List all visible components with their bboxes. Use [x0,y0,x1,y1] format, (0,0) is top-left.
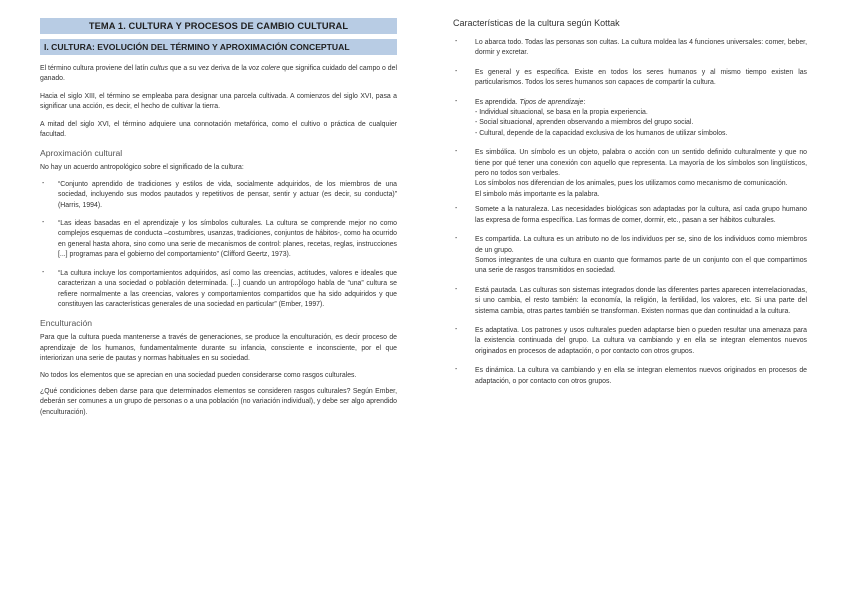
bullet-dash: - [455,97,458,105]
bullet-dash: - [455,235,458,243]
list-item-text: Está pautada. Las culturas son sistemas integrados donde las diferentes partes aparecen interrelacionadas, si uno cambia, el resto también: la economía, la religión, la fertilidad, los valores, etc. Si una parte del sistema cambia, otras partes también se transforman. Existen normas que dan continuidad a la cultura. [475,286,807,315]
quote-text: “Las ideas basadas en el aprendizaje y los símbolos culturales. La cultura se comprende mejor no como complejos esquemas de conducta –costumbres, usanzas, tradiciones, conjuntos de hábitos-, como ha ocurrido en general hasta ahora, sino como una serie de mecanismos de control: planes, recetas, reglas, instrucciones [...] programas para el gobierno del comportamiento” (Clifford Geertz, 1973). [58,220,397,259]
list-item-text: Los símbolos nos diferencian de los animales, pues los utilizamos como mecanismo de comunicación. [475,180,788,188]
list-item-text: El simbolo más importante es la palabra. [475,190,600,198]
list-item-text: Es adaptativa. Los patrones y usos culturales pueden adaptarse bien o pueden resultar una amenaza para la existencia continuada del grupo. La cultura va cambiando y en ella se integran elementos nuevos originados en procesos de adaptación, o por contacto con otros grupos. [475,326,807,355]
quote-geertz [40,219,397,261]
list-item-general-especifica [453,68,807,89]
paragraph-rasgos: No todos los elementos que se aprecian en una sociedad pueden considerarse como rasgos culturales. [40,371,357,379]
quote-text: “La cultura incluye los comportamientos adquiridos, así como las creencias, actitudes, valores e ideales que caracterizan a una sociedad o población determinada. [...] cuando un antropólogo habla de “una” cultura se refiere normalmente a las creencias, valores y comportamientos compartidos que ha sido adquiridos y que constituyen las características generales de una sociedad en particular” (Ember, 1997). [58,269,397,308]
paragraph-condiciones: ¿Qué condiciones deben darse para que determinados elementos se consideren rasgos culturales? Según Ember, deberán ser comunes a un grupo de personas o a una población (no variación individual), y debe ser algo aprendido (enculturación). [40,387,397,416]
list-item-lo-abarca-todo [453,38,807,59]
list-item-adaptativa [453,326,807,357]
quote-ember [40,269,397,311]
bullet-dash: - [455,38,458,45]
heading-aproximacion: Aproximación cultural [40,148,123,159]
list-item-pautada [453,286,807,317]
list-item-text: Es compartida. La cultura es un atributo no de los individuos per se, sino de los individuos como miembros de un grupo. [475,236,807,254]
paragraph-siglo-xiii: Hacia el siglo XIII, el término se empleaba para designar una parcela cultivada. A comienzos del siglo XVI, pasa a significar una acción, es decir, el hecho de cultivar la tierra. [40,92,397,111]
section-heading: I. CULTURA: EVOLUCIÓN DEL TÉRMINO Y APROXIMACIÓN CONCEPTUAL [40,39,397,55]
list-subitem: - Individual situacional, se basa en la propia experiencia. [475,109,648,117]
bullet-dash: - [455,148,458,156]
list-item-text: Es simbólica. Un símbolo es un objeto, palabra o acción con un sentido definido culturalmente y que no tiene por qué tener una conexión con aquello que representa. La mayoría de los símbolos son lingüísticos, pero no todos son verbales. [475,149,807,178]
bullet-dash: - [455,67,458,75]
left-column [40,18,397,418]
list-item-aprendida [453,98,807,140]
bullet-dash: - [455,205,458,213]
quote-text: “Conjunto aprendido de tradiciones y estilos de vida, socialmente adquiridos, de los miembros de una sociedad, incluyendo sus modos pautados y repetitivos de pensar, sentir y actuar (es decir, su conducta)” (Harris, 1994). [58,180,397,209]
list-item-text: Es dinámica. La cultura va cambiando y en ella se integran elementos nuevos originados en procesos de adaptación, o por contacto con otros grupos. [475,367,807,385]
bullet-dash: - [42,179,45,187]
heading-enculturacion: Enculturación [40,318,93,329]
heading-kottak: Características de la cultura según Kottak [453,18,620,28]
list-item-compartida [453,235,807,277]
list-subitem: - Social situacional, aprenden observando a miembros del grupo social. [475,119,694,127]
paragraph-siglo-xvi: A mitad del siglo XVI, el término adquiere una connotación metafórica, como el cultivo o práctica de cualquier facultad. [40,120,397,139]
list-item-text: Somete a la naturaleza. Las necesidades biológicas son adaptadas por la cultura, así cada grupo humano las expresa de forma específica. Las formas de comer, dormir, etc., pasan a ser hábitos culturales. [475,206,807,224]
list-item-text: Somos integrantes de una cultura en cuanto que formamos parte de un conjunto con el que compartimos una serie de rasgos transmitidos en sociedad. [475,256,807,275]
list-item-text: Lo abarca todo. Todas las personas son cultas. La cultura moldea las 4 funciones universales: comer, beber, dormir y excretar. [475,39,807,57]
list-item-text: Es aprendida. Tipos de aprendizaje: [475,98,586,106]
right-column [453,18,807,387]
bullet-dash: - [455,366,458,374]
paragraph-acuerdo: No hay un acuerdo antropológico sobre el significado de la cultura: [40,164,244,172]
bullet-dash: - [455,325,458,333]
list-item-somete-naturaleza [453,205,807,226]
list-item-dinamica [453,366,807,387]
list-subitem: - Cultural, depende de la capacidad exclusiva de los humanos de utilizar símbolos. [475,129,728,137]
page-title: TEMA 1. CULTURA Y PROCESOS DE CAMBIO CULTURAL [40,18,397,34]
bullet-dash: - [42,219,45,227]
list-item-simbolica [453,148,807,200]
bullet-dash: - [455,285,458,293]
bullet-dash: - [42,268,45,276]
paragraph-etymology: El término cultura proviene del latín cultus que a su vez deriva de la voz colere que significa cuidado del campo o del ganado. [40,65,397,83]
list-item-text: Es general y es específica. Existe en todos los seres humanos y al mismo tiempo existen las particularismos. Todos los seres humanos son capaces de compartir la cultura. [475,68,807,87]
paragraph-enculturacion: Para que la cultura pueda mantenerse a través de generaciones, se produce la enculturación, es decir proceso de aprendizaje de los humanos, fundamentalmente durante su infancia, consciente e inconsciente, por el que interiorizan una serie de pautas y normas habituales en su sociedad. [40,334,397,363]
quote-harris [40,180,397,211]
